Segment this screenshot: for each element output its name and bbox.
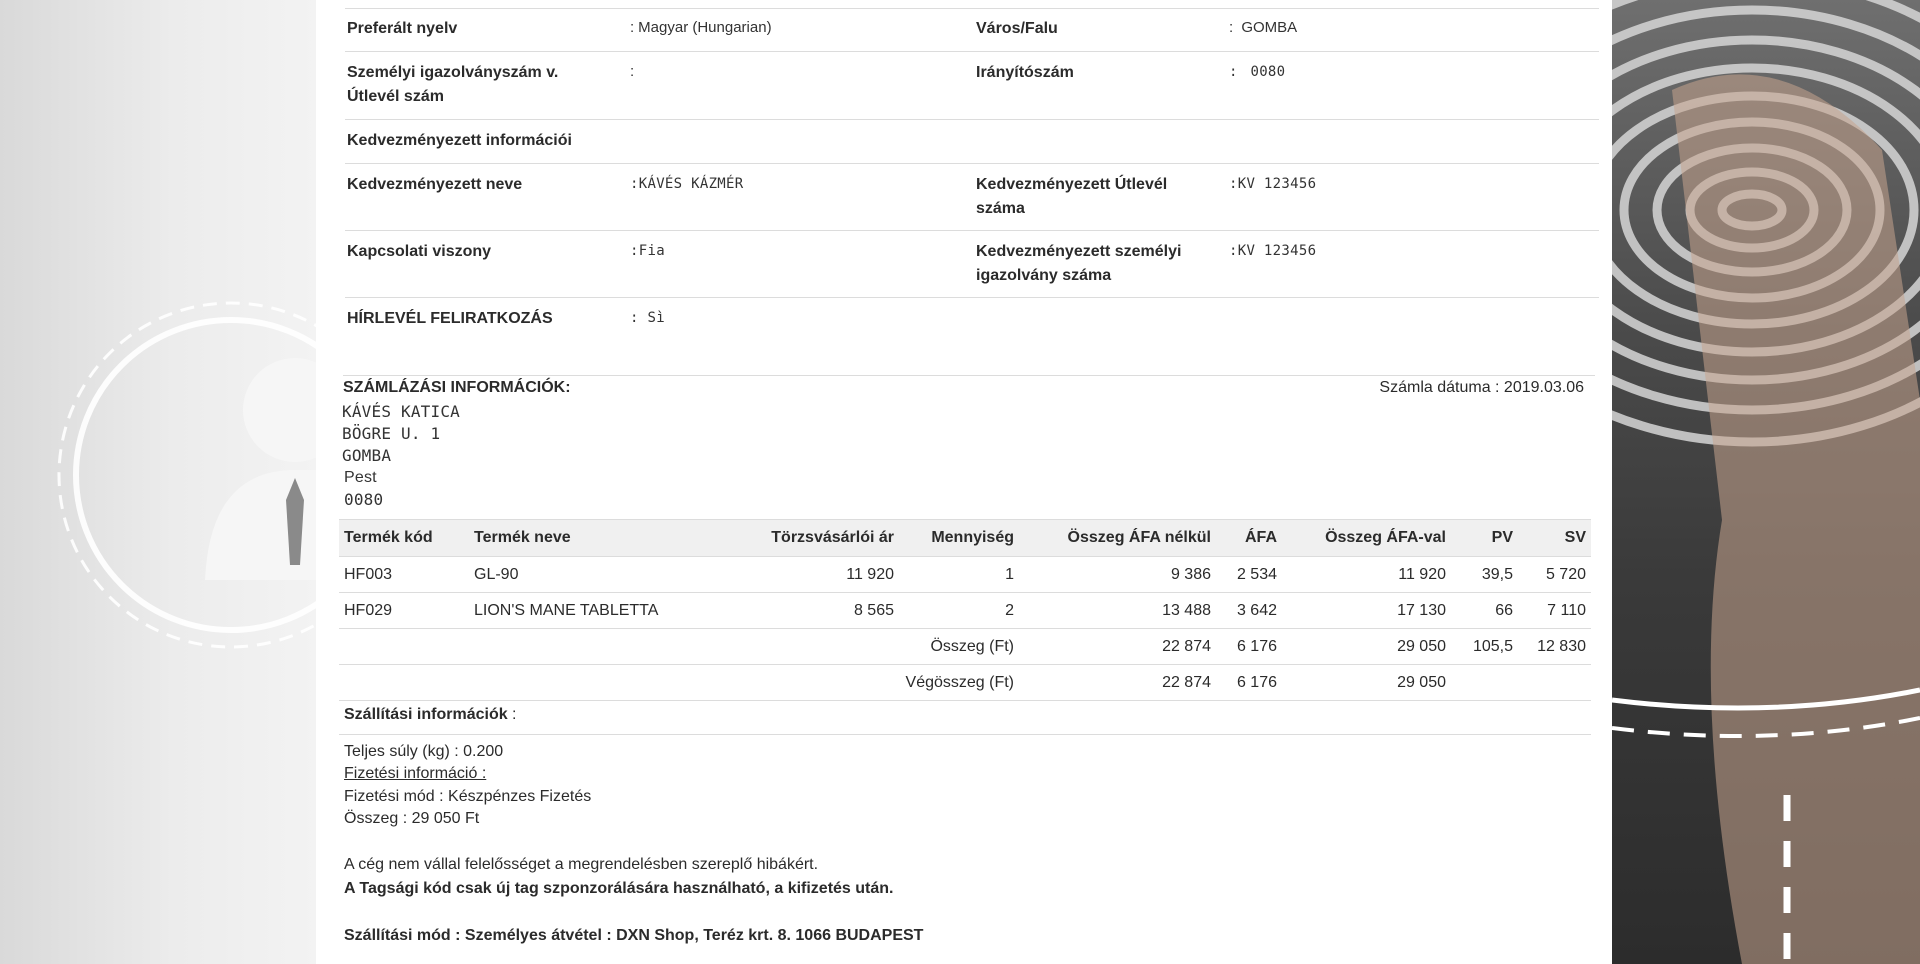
payment-method: Fizetési mód : Készpénzes Fizetés: [344, 788, 592, 805]
shipping-divider: [339, 734, 1591, 735]
section-title-beneficiary: Kedvezményezett információi: [347, 132, 572, 149]
billing-county: Pest: [344, 469, 377, 486]
row-beneficiary-relation: [345, 231, 1599, 298]
total-label: Összeg (Ft): [339, 629, 1019, 665]
fingerprint-icon: [1612, 0, 1920, 964]
label-preferred-language: Preferált nyelv: [347, 20, 458, 37]
col-gross-amount: Összeg ÁFA-val: [1282, 520, 1451, 557]
col-product-name: Termék neve: [469, 520, 749, 557]
grand-total-label: Végösszeg (Ft): [339, 665, 1019, 701]
label-id-number: Személyi igazolványszám v. Útlevél szám: [347, 64, 559, 105]
table-total-row: [339, 629, 1591, 665]
grand-total-net: 22 874: [1019, 665, 1216, 701]
cell-price: 8 565: [749, 593, 899, 629]
payment-info-heading: Fizetési információ :: [344, 765, 487, 782]
grand-total-vat: 6 176: [1216, 665, 1282, 701]
cell-price: 11 920: [749, 557, 899, 593]
value-id-number: :: [630, 63, 635, 80]
label-zip: Irányítószám: [976, 64, 1074, 81]
cell-pv: 66: [1451, 593, 1518, 629]
col-quantity: Mennyiség: [899, 520, 1019, 557]
table-header-row: [339, 520, 1591, 557]
payment-amount: Összeg : 29 050 Ft: [344, 810, 480, 827]
left-background: [0, 0, 316, 964]
grand-total-gross: 29 050: [1282, 665, 1451, 701]
cell-code: HF029: [339, 593, 469, 629]
billing-city: GOMBA: [342, 446, 392, 465]
shipping-title: Szállítási információk :: [344, 706, 517, 723]
delivery-method: Szállítási mód : Személyes átvétel : DXN Shop, Teréz krt. 8. 1066 BUDAPEST: [344, 927, 924, 944]
value-beneficiary-id: :KV 123456: [1229, 243, 1317, 259]
billing-street: BÖGRE U. 1: [342, 424, 441, 443]
total-net: 22 874: [1019, 629, 1216, 665]
table-row: [339, 557, 1591, 593]
label-beneficiary-name: Kedvezményezett neve: [347, 176, 523, 193]
label-city: Város/Falu: [976, 20, 1058, 37]
row-id-zip: [345, 52, 1599, 120]
cell-gross: 11 920: [1282, 557, 1451, 593]
order-items-table: [339, 519, 1591, 701]
cell-vat: 2 534: [1216, 557, 1282, 593]
billing-name: KÁVÉS KATICA: [342, 402, 460, 421]
row-newsletter: [345, 298, 1599, 342]
row-language-city: [345, 8, 1599, 52]
col-sv: SV: [1518, 520, 1591, 557]
invoice-date: Számla dátuma : 2019.03.06: [1379, 379, 1584, 396]
cell-net: 13 488: [1019, 593, 1216, 629]
total-sv: 12 830: [1518, 629, 1591, 665]
table-grand-total-row: [339, 665, 1591, 701]
disclaimer-text: A cég nem vállal felelősséget a megrendelésben szereplő hibákért.: [344, 856, 819, 873]
label-beneficiary-id: Kedvezményezett személyi igazolvány száma: [976, 243, 1182, 284]
total-vat: 6 176: [1216, 629, 1282, 665]
billing-zip: 0080: [344, 490, 384, 509]
label-beneficiary-passport: Kedvezményezett Útlevél száma: [976, 176, 1168, 217]
label-relationship: Kapcsolati viszony: [347, 243, 492, 260]
cell-name: GL-90: [469, 557, 749, 593]
value-beneficiary-name: :KÁVÉS KÁZMÉR: [630, 176, 744, 192]
row-beneficiary-title: [345, 120, 1599, 164]
value-beneficiary-passport: :KV 123456: [1229, 176, 1317, 192]
user-silhouette-icon: [0, 0, 316, 964]
cell-name: LION'S MANE TABLETTA: [469, 593, 749, 629]
cell-vat: 3 642: [1216, 593, 1282, 629]
label-newsletter: HÍRLEVÉL FELIRATKOZÁS: [347, 310, 553, 327]
row-beneficiary-name: [345, 164, 1599, 231]
cell-code: HF003: [339, 557, 469, 593]
col-net-amount: Összeg ÁFA nélkül: [1019, 520, 1216, 557]
cell-sv: 5 720: [1518, 557, 1591, 593]
col-member-price: Törzsvásárlói ár: [749, 520, 899, 557]
cell-net: 9 386: [1019, 557, 1216, 593]
value-newsletter: : Sì: [630, 310, 665, 326]
col-vat: ÁFA: [1216, 520, 1282, 557]
right-background: [1612, 0, 1920, 964]
total-pv: 105,5: [1451, 629, 1518, 665]
order-details-panel: [316, 0, 1612, 964]
value-zip: : 0080: [1229, 64, 1286, 80]
member-code-note: A Tagsági kód csak új tag szponzorálására használható, a kifizetés után.: [344, 880, 894, 897]
value-preferred-language: : Magyar (Hungarian): [630, 19, 772, 36]
total-weight: Teljes súly (kg) : 0.200: [344, 743, 504, 760]
value-city: : GOMBA: [1229, 19, 1298, 36]
value-relationship: :Fia: [630, 243, 665, 259]
cell-qty: 2: [899, 593, 1019, 629]
total-gross: 29 050: [1282, 629, 1451, 665]
col-product-code: Termék kód: [339, 520, 469, 557]
billing-title: SZÁMLÁZÁSI INFORMÁCIÓK:: [343, 379, 571, 396]
col-pv: PV: [1451, 520, 1518, 557]
cell-gross: 17 130: [1282, 593, 1451, 629]
cell-pv: 39,5: [1451, 557, 1518, 593]
table-row: [339, 593, 1591, 629]
cell-qty: 1: [899, 557, 1019, 593]
cell-sv: 7 110: [1518, 593, 1591, 629]
